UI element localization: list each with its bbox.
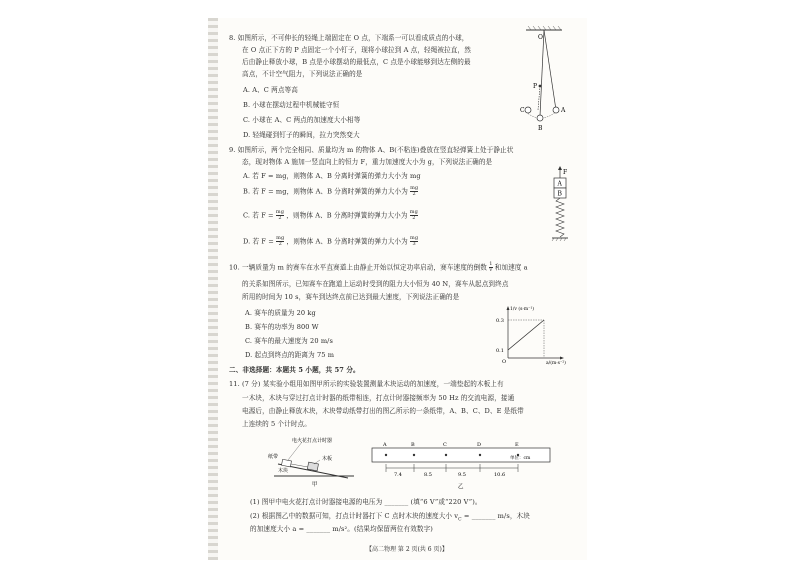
tape-point-d: D <box>477 442 482 448</box>
q8-option-c: C. 小球在 A、C 两点的加速度大小相等 <box>243 116 361 124</box>
q10-stem-line2: 的关系如图所示，已知赛车在跑道上运动时受到的阻力大小恒为 40 N，赛车从起点到终点 <box>242 280 509 288</box>
q11-caption-jia: 甲 <box>312 482 318 488</box>
q10-option-a: A. 赛车的质量为 20 kg <box>245 309 316 317</box>
q9-label-b: B <box>557 190 562 198</box>
page-footer: 【高二物理 第 2 页(共 6 页)】 <box>366 546 448 553</box>
q11-sub1: (1) 图甲中电火花打点计时器接电源的电压为 _______ (填“6 V”或“220 V”)。 <box>250 498 482 506</box>
q10-graph-line <box>508 320 544 350</box>
q8-stem-line1: 8. 如图所示，不可伸长的轻绳上端固定在 O 点，下端系一可以看成质点的小球， <box>229 34 469 42</box>
q11-label-block: 木块 <box>278 468 289 474</box>
tape-unit: 单位：cm <box>510 456 531 461</box>
q9-option-a: A. 若 F = mg，则物体 A、B 分离时弹簧的弹力大小为 mg <box>243 172 421 180</box>
q11-sub2-line1: (2) 根据图乙中的数据可知，打点计时器打下 C 点时木块的速度大小 $v_C$ = _______ m/s，木块 <box>250 512 530 523</box>
q11-label-timer: 电火花打点计时器 <box>292 438 333 444</box>
tape-point-c: C <box>443 442 447 448</box>
q8-label-p: P <box>533 83 538 90</box>
q11-stem-line1: 11. (7 分) 某实验小组用如图甲所示的实验装置测量木块运动的加速度，一端垫起的木板上有 <box>229 380 504 388</box>
tape-distance-bc: 8.5 <box>424 472 432 478</box>
tape-point-e: E <box>515 442 519 448</box>
q8-option-b: B. 小球在摆动过程中机械能守恒 <box>243 101 340 109</box>
q10-stem-line1: 10. 一辆质量为 m 的赛车在水平直赛道上由静止开始以恒定功率启动，赛车速度的倒数 $\frac{1}{v}$ 和加速度 a <box>229 261 528 273</box>
q11-stem-line4: 上连续的 5 个计时点。 <box>242 420 311 428</box>
q9-option-d: D. 若 F = $\frac{mg}{2}$ ，则物体 A、B 分离时弹簧的弹力大小为 $\frac{mg}{3}$ <box>243 235 419 247</box>
q10-graph-tick-03: 0.3 <box>496 318 504 324</box>
tape-distance-de: 10.6 <box>494 472 506 478</box>
q9-label-a: A <box>557 180 562 188</box>
q10-stem-line3: 所用的时间为 10 s，赛车到达终点前已达到最大速度，下列说法正确的是 <box>242 293 460 301</box>
q8-option-a: A. A、C 两点等高 <box>243 86 298 94</box>
q10-graph <box>496 306 566 364</box>
q11-figure-jia <box>268 436 360 488</box>
q9-option-c: C. 若 F = $\frac{mg}{2}$ ，则物体 A、B 分离时弹簧的弹力大小为 $\frac{mg}{2}$ <box>243 209 418 221</box>
q11-label-board: 木板 <box>322 456 333 462</box>
section-two-heading: 二、非选择题：本题共 5 小题，共 57 分。 <box>229 366 360 374</box>
q8-stem-line2: 在 O 点正下方的 P 点固定一个小钉子，现将小球拉到 A 点，轻绳被拉直，然 <box>242 46 471 54</box>
q11-sub2-line2: 的加速度大小 a = _______ m/s²。(结果均保留两位有效数字) <box>250 525 433 533</box>
q10-graph-ylabel: 1/v (s·m⁻¹) <box>510 307 535 312</box>
q10-option-d: D. 起点到终点的距离为 75 m <box>245 351 335 359</box>
q10-graph-tick-01: 0.1 <box>496 348 504 354</box>
q10-graph-origin: O <box>502 359 507 365</box>
q10-graph-xlabel: a/(m·s⁻²) <box>546 361 566 366</box>
q8-label-c: C <box>520 107 525 114</box>
tape-point-b: B <box>411 442 415 448</box>
q9-stem-line2: 态，现对物体 A 施加一竖直向上的恒力 F，重力加速度大小为 g，下列说法正确的是 <box>242 158 493 166</box>
q11-caption-yi: 乙 <box>458 484 464 490</box>
q8-label-a: A <box>561 107 566 114</box>
q9-option-b-text: B. 若 F = mg，则物体 A、B 分离时弹簧的弹力大小为 <box>243 187 408 196</box>
tape-distance-cd: 9.5 <box>458 472 466 478</box>
q8-label-b: B <box>538 125 543 132</box>
q10-option-b: B. 赛车的功率为 800 W <box>245 323 319 331</box>
q8-label-o: O <box>538 34 543 41</box>
q11-stem-line3: 电源后，由静止释放木块，木块带动纸带打出的图乙所示的一条纸带，A、B、C、D、E 是纸带 <box>242 407 524 415</box>
q8-option-d: D. 轻绳碰到钉子的瞬间，拉力突然变大 <box>243 131 360 139</box>
q9-label-f: F <box>563 169 568 176</box>
q8-pendulum-figure <box>520 26 570 134</box>
q9-option-b <box>243 186 418 197</box>
q8-stem-line3: 后由静止释放小球，B 点是小球摆动的最低点，C 点是小球能够到达左侧的最 <box>242 58 471 66</box>
tape-distance-ab: 7.4 <box>394 472 402 478</box>
q11-stem-line2: 一木块，木块与穿过打点计时器的纸带相连，打点计时器接频率为 50 Hz 的交流电源，接通 <box>242 394 515 402</box>
q11-figure-yi <box>372 442 552 490</box>
q8-stem-line4: 高点，不计空气阻力，下列说法正确的是 <box>242 70 363 78</box>
tape-point-a: A <box>383 442 387 448</box>
q9-stem-line1: 9. 如图所示，两个完全相同、质量均为 m 的物体 A、B(不粘连)叠放在竖直轻弹簧上处于静止状 <box>229 146 514 154</box>
q9-option-b-fraction: $\frac{mg}{2}$ <box>410 185 419 197</box>
q9-spring-figure <box>550 168 570 254</box>
torn-edge <box>208 18 218 560</box>
q10-option-c: C. 赛车的最大速度为 20 m/s <box>245 337 333 345</box>
q11-label-tape: 纸带 <box>268 454 279 460</box>
